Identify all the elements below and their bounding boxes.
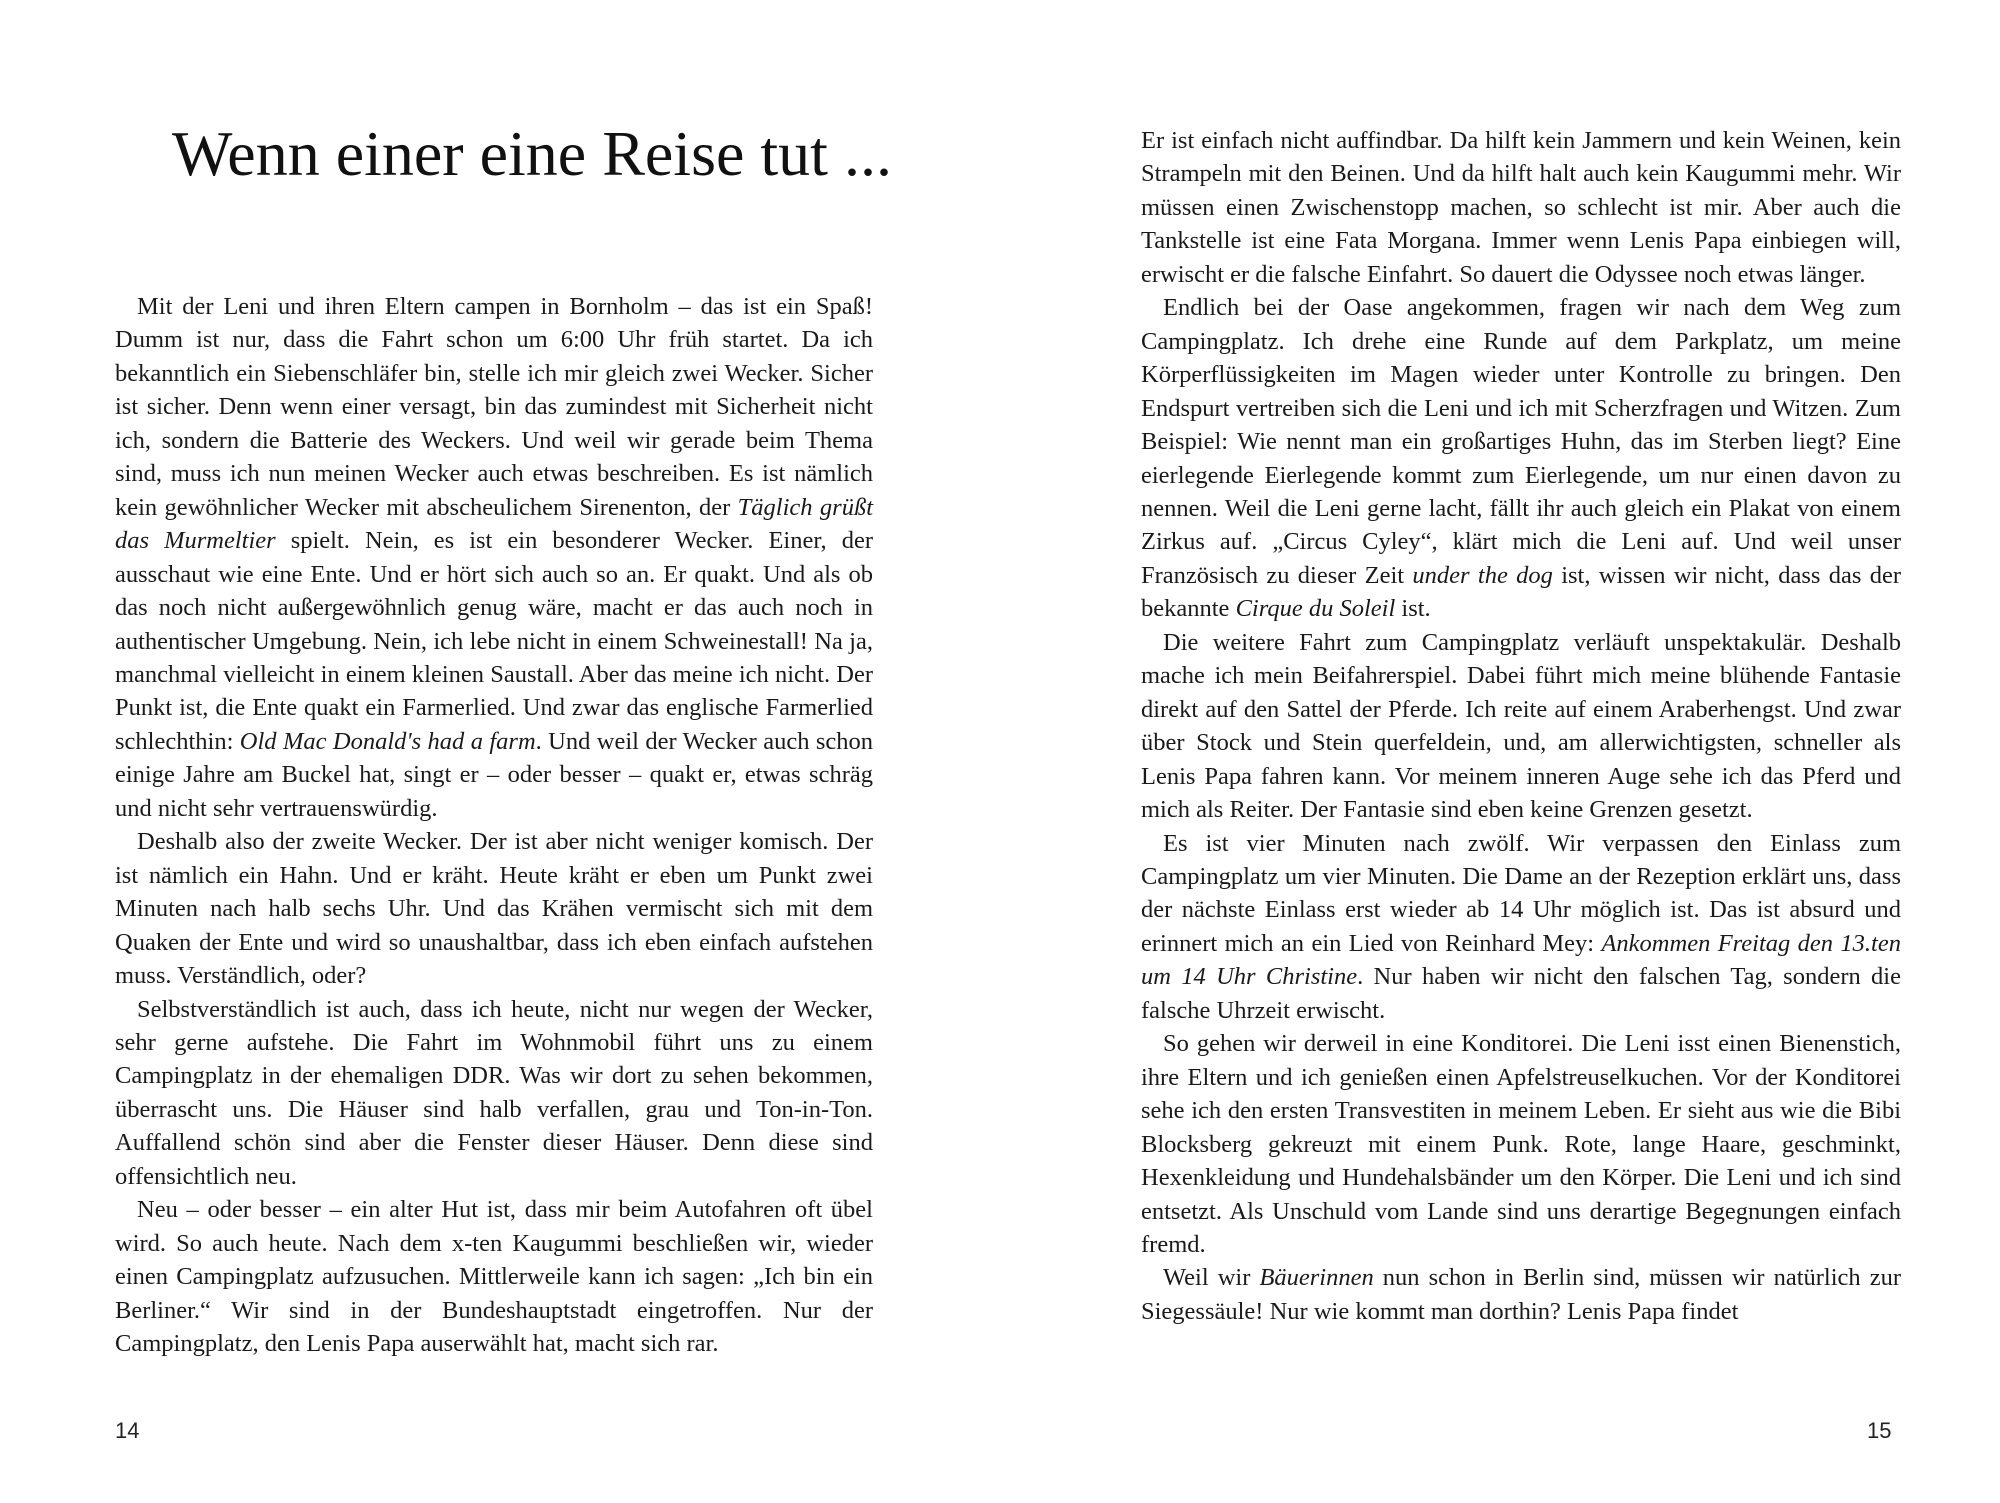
paragraph xyxy=(115,993,873,1194)
paragraph-text: spielt. Nein, es ist ein besonderer Wecker. Einer, der ausschaut wie eine Ente. Und er hört sich auch so an. Er quakt. Und als ob das noch nicht außergewöhnlich genug wäre, macht er das auch noch in authentischer Umgebung. Nein, ich lebe nicht in einem Schweinestall! Na ja, manchmal vielleicht in einem kleinen Saustall. Aber das meine ich nicht. Der Punkt ist, die Ente quakt ein Farmerlied. Und zwar das englische Farmerlied schlechthin: xyxy=(115,527,873,755)
paragraph-text: ist, wissen wir nicht, dass das der bekannte xyxy=(1141,561,1902,623)
paragraph xyxy=(1141,827,1901,1028)
paragraph xyxy=(1141,291,1901,626)
paragraph-text: ist. xyxy=(1395,595,1431,623)
paragraph-text: Die weitere Fahrt zum Campingplatz verläuft unspektakulär. Deshalb mache ich mein Beifahrerspiel. Dabei führt mich meine blühende Fantasie direkt auf den Sattel der Pferde. Ich reite auf einem Araberhengst. Und zwar über Stock und Stein querfeldein, und, am allerwichtigsten, schneller als Lenis Papa fahren kann. Vor meinem inneren Auge sehe ich das Pferd und mich als Reiter. Der Fantasie sind eben keine Grenzen gesetzt. xyxy=(1141,628,1901,824)
italic-text: Täglich grüßt das Murmeltier xyxy=(115,493,873,555)
paragraph xyxy=(1141,1261,1901,1328)
paragraph-text: Er ist einfach nicht auffindbar. Da hilft kein Jammern und kein Weinen, kein Strampeln mit den Beinen. Und da hilft halt auch kein Kaugummi mehr. Wir müssen einen Zwischenstopp machen, so schlecht ist mir. Aber auch die Tankstelle ist eine Fata Morgana. Immer wenn Lenis Papa einbiegen will, erwischt er die falsche Einfahrt. So dauert die Odyssee noch etwas länger. xyxy=(1141,127,1901,288)
right-page-body xyxy=(1141,124,1901,1328)
italic-text: Bäuerinnen xyxy=(1259,1264,1374,1292)
italic-text: under the dog xyxy=(1412,561,1553,589)
paragraph-text: Selbstverständlich ist auch, dass ich heute, nicht nur wegen der Wecker, sehr gerne aufstehe. Die Fahrt im Wohnmobil führt uns zu einem Campingplatz in der ehemaligen DDR. Was wir dort zu sehen bekommen, überrascht uns. Die Häuser sind halb verfallen, grau und Ton-in-Ton. Auffallend schön sind aber die Fenster dieser Häuser. Denn diese sind offensichtlich neu. xyxy=(115,995,873,1190)
paragraph xyxy=(115,825,873,992)
paragraph-text: Neu – oder besser – ein alter Hut ist, dass mir beim Autofahren oft übel wird. So auch heute. Nach dem x-ten Kaugummi beschließen wir, wieder einen Campingplatz aufzusuchen. Mittlerweile kann ich sagen: „Ich bin ein Berliner.“ Wir sind in der Bundeshauptstadt eingetroffen. Nur der Campingplatz, den Lenis Papa auserwählt hat, macht sich rar. xyxy=(115,1196,873,1358)
italic-text: Old Mac Donald's had a farm xyxy=(239,727,536,755)
italic-text: Ankommen Freitag den 13.ten um 14 Uhr Christine xyxy=(1141,929,1901,991)
paragraph-text: Endlich bei der Oase angekommen, fragen wir nach dem Weg zum Campingplatz. Ich drehe eine Runde auf dem Parkplatz, um meine Körperflüssigkeiten im Magen wieder unter Kontrolle zu bringen. Den Endspurt vertreiben sich die Leni und ich mit Scherzfragen und Witzen. Zum Beispiel: Wie nennt man ein großartiges Huhn, das im Sterben liegt? Eine eierlegende Eierlegende kommt zum Eierlegende, um nur einen davon zu nennen. Weil die Leni gerne lacht, fällt ihr auch gleich ein Plakat von einem Zirkus auf. „Circus Cyley“, klärt mich die Leni auf. Und weil unser Französisch zu dieser Zeit xyxy=(1141,294,1901,589)
italic-text: Cirque du Soleil xyxy=(1235,595,1396,623)
left-page-number: 14 xyxy=(115,1418,140,1443)
paragraph xyxy=(1141,124,1901,291)
paragraph-text: Deshalb also der zweite Wecker. Der ist aber nicht weniger komisch. Der ist nämlich ein Hahn. Und er kräht. Heute kräht er eben um Punkt zwei Minuten nach halb sechs Uhr. Und das Krähen vermischt sich mit dem Quaken der Ente und wird so unaushaltbar, dass ich eben einfach aufstehen muss. Verständlich, oder? xyxy=(115,828,873,990)
right-page xyxy=(1000,0,2000,1503)
paragraph xyxy=(1141,626,1901,827)
paragraph xyxy=(115,1193,873,1360)
paragraph-text: Weil wir xyxy=(1163,1264,1260,1292)
paragraph xyxy=(1141,1027,1901,1261)
left-page-body xyxy=(115,290,873,1361)
chapter-title: Wenn einer eine Reise tut ... xyxy=(172,118,892,189)
paragraph-text: nun schon in Berlin sind, müssen wir natürlich zur Siegessäule! Nur wie kommt man dorthin? Lenis Papa findet xyxy=(1141,1264,1901,1325)
paragraph-text: . Und weil der Wecker auch schon einige Jahre am Buckel hat, singt er – oder besser – quakt er, etwas schräg und nicht sehr vertrauenswürdig. xyxy=(115,727,874,822)
paragraph-text: Es ist vier Minuten nach zwölf. Wir verpassen den Einlass zum Campingplatz um vier Minuten. Die Dame an der Rezeption erklärt uns, dass der nächste Einlass erst wieder ab 14 Uhr möglich ist. Das ist absurd und erinnert mich an ein Lied von Reinhard Mey: xyxy=(1141,829,1901,957)
paragraph-text: Mit der Leni und ihren Eltern campen in Bornholm – das ist ein Spaß! Dumm ist nur, dass die Fahrt schon um 6:00 Uhr früh startet. Da ich bekanntlich ein Siebenschläfer bin, stelle ich mir gleich zwei Wecker. Sicher ist sicher. Denn wenn einer versagt, bin das zumindest mit Sicherheit nicht ich, sondern die Batterie des Weckers. Und weil wir gerade beim Thema sind, muss ich nun meinen Wecker auch etwas beschreiben. Es ist nämlich kein gewöhnlicher Wecker mit abscheulichem Sirenenton, der xyxy=(115,293,873,521)
paragraph-text: . Nur haben wir nicht den falschen Tag, sondern die falsche Uhrzeit erwischt. xyxy=(1141,963,1901,1024)
paragraph xyxy=(115,290,873,825)
right-page-number: 15 xyxy=(1867,1418,1892,1443)
paragraph-text: So gehen wir derweil in eine Konditorei. Die Leni isst einen Bienenstich, ihre Eltern und ich genießen einen Apfelstreuselkuchen. Vor der Konditorei sehe ich den ersten Transvestiten in meinem Leben. Er sieht aus wie die Bibi Blocksberg gekreuzt mit einem Punk. Rote, lange Haare, geschminkt, Hexenkleidung und Hundehalsbänder um den Körper. Die Leni und ich sind entsetzt. Als Unschuld vom Lande sind uns derartige Begegnungen einfach fremd. xyxy=(1141,1030,1901,1258)
